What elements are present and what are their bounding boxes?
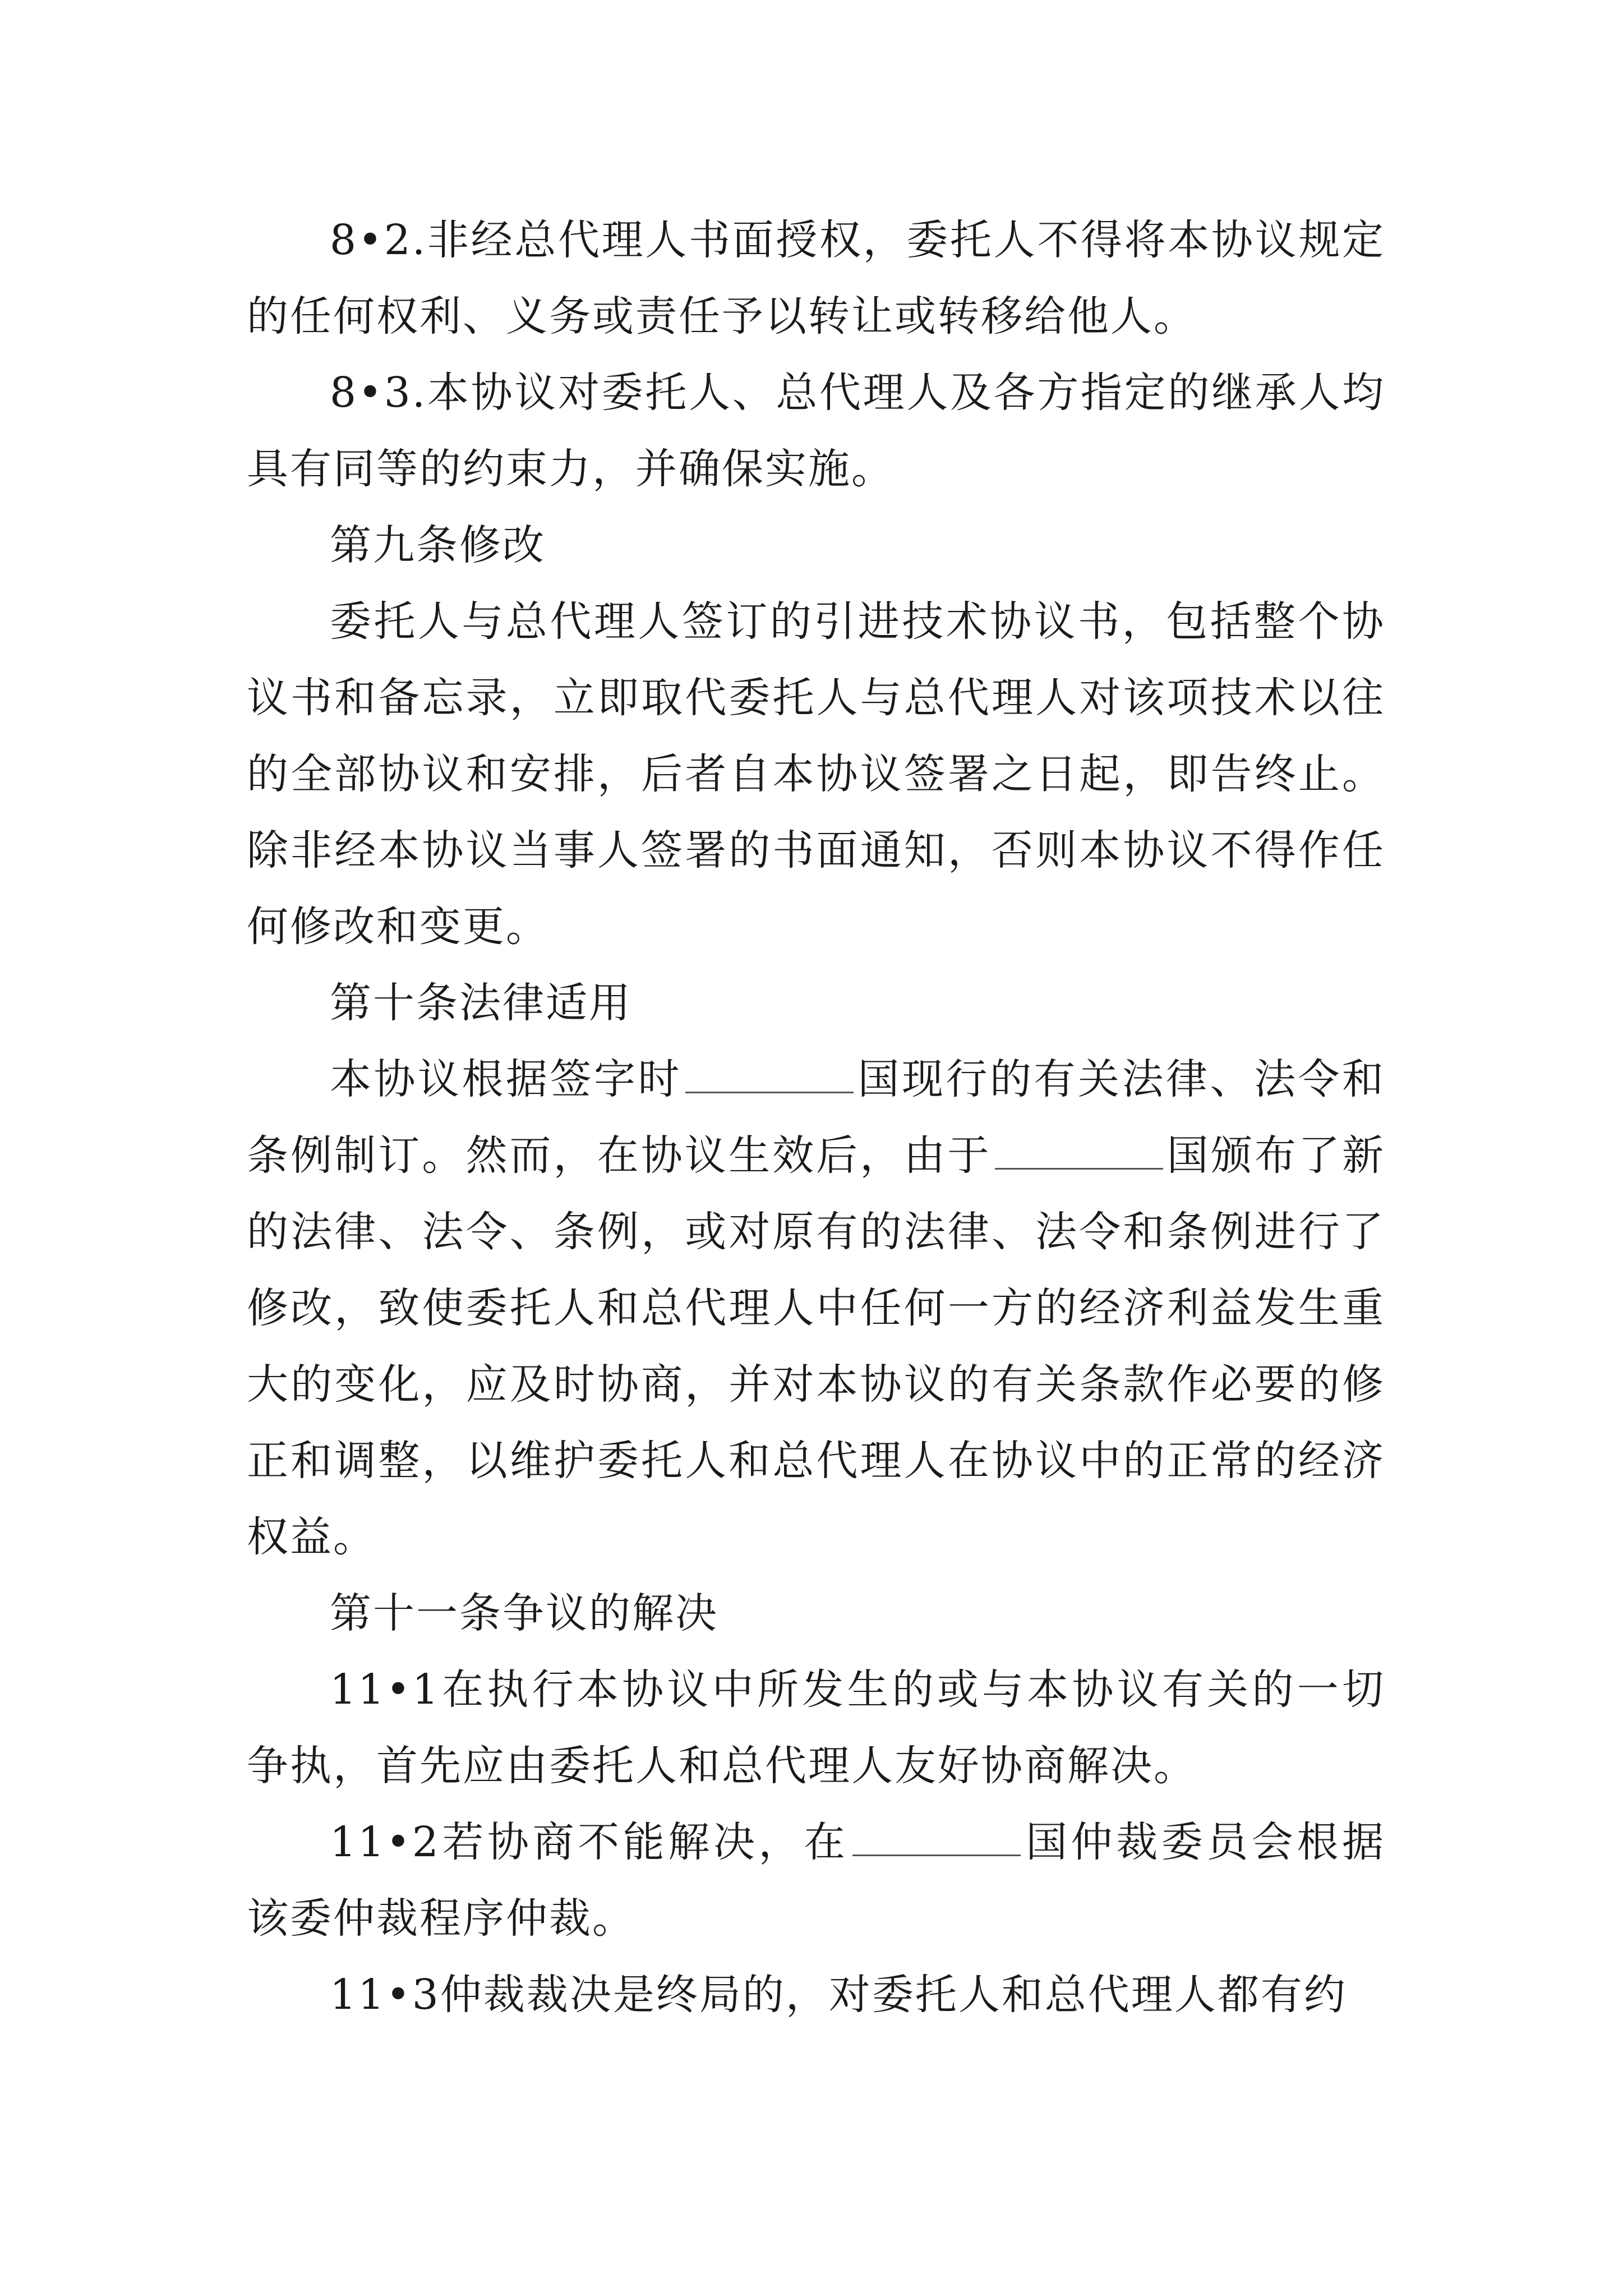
fill-blank <box>685 1050 854 1093</box>
clause-11-2-text-2: 国仲裁委员会根据该委仲裁程序仲裁。 <box>247 1818 1386 1943</box>
clause-11-2 <box>247 1804 1385 1957</box>
clause-11-3: 11•3仲裁裁决是终局的，对委托人和总代理人都有约 <box>330 1971 1347 2019</box>
article-9-body: 委托人与总代理人签订的引进技术协议书，包括整个协议书和备忘录，立即取代委托人与总代理人对该项技术以往的全部协议和安排，后者自本协议签署之日起，即告终止。除非经本协议当事人签署的书面通知，否则本协议不得作任何修改和变更。 <box>247 597 1385 951</box>
article-10-heading: 第十条法律适用 <box>330 979 632 1027</box>
article-10-text-3: 国颁布了新的法律、法令、条例，或对原有的法律、法令和条例进行了修改，致使委托人和总代理人中任何一方的经济利益发生重大的变化，应及时协商，并对本协议的有关条款作必要的修正和调整，以维护委托人和总代理人在协议中的正常的经济权益。 <box>247 1131 1386 1561</box>
article-9-heading: 第九条修改 <box>330 521 546 569</box>
article-11-heading: 第十一条争议的解决 <box>330 1589 718 1637</box>
fill-blank <box>995 1126 1163 1170</box>
clause-11-2-text-1: 11•2若协商不能解决，在 <box>330 1818 849 1866</box>
document-page <box>247 202 1385 2033</box>
article-10-body <box>247 1041 1385 1575</box>
clause-8-3: 8•3.本协议对委托人、总代理人及各方指定的继承人均具有同等的约束力，并确保实施。 <box>247 369 1385 493</box>
clause-8-2: 8•2.非经总代理人书面授权，委托人不得将本协议规定的任何权利、义务或责任予以转让或转移给他人。 <box>247 216 1385 341</box>
clause-11-1: 11•1在执行本协议中所发生的或与本协议有关的一切争执，首先应由委托人和总代理人友好协商解决。 <box>247 1665 1385 1790</box>
article-10-text-2: 国现行的有关法律、法令和条例制订。然而，在协议生效后，由于 <box>247 1055 1385 1180</box>
article-10-text-1: 本协议根据签字时 <box>330 1055 682 1103</box>
fill-blank <box>852 1813 1021 1856</box>
